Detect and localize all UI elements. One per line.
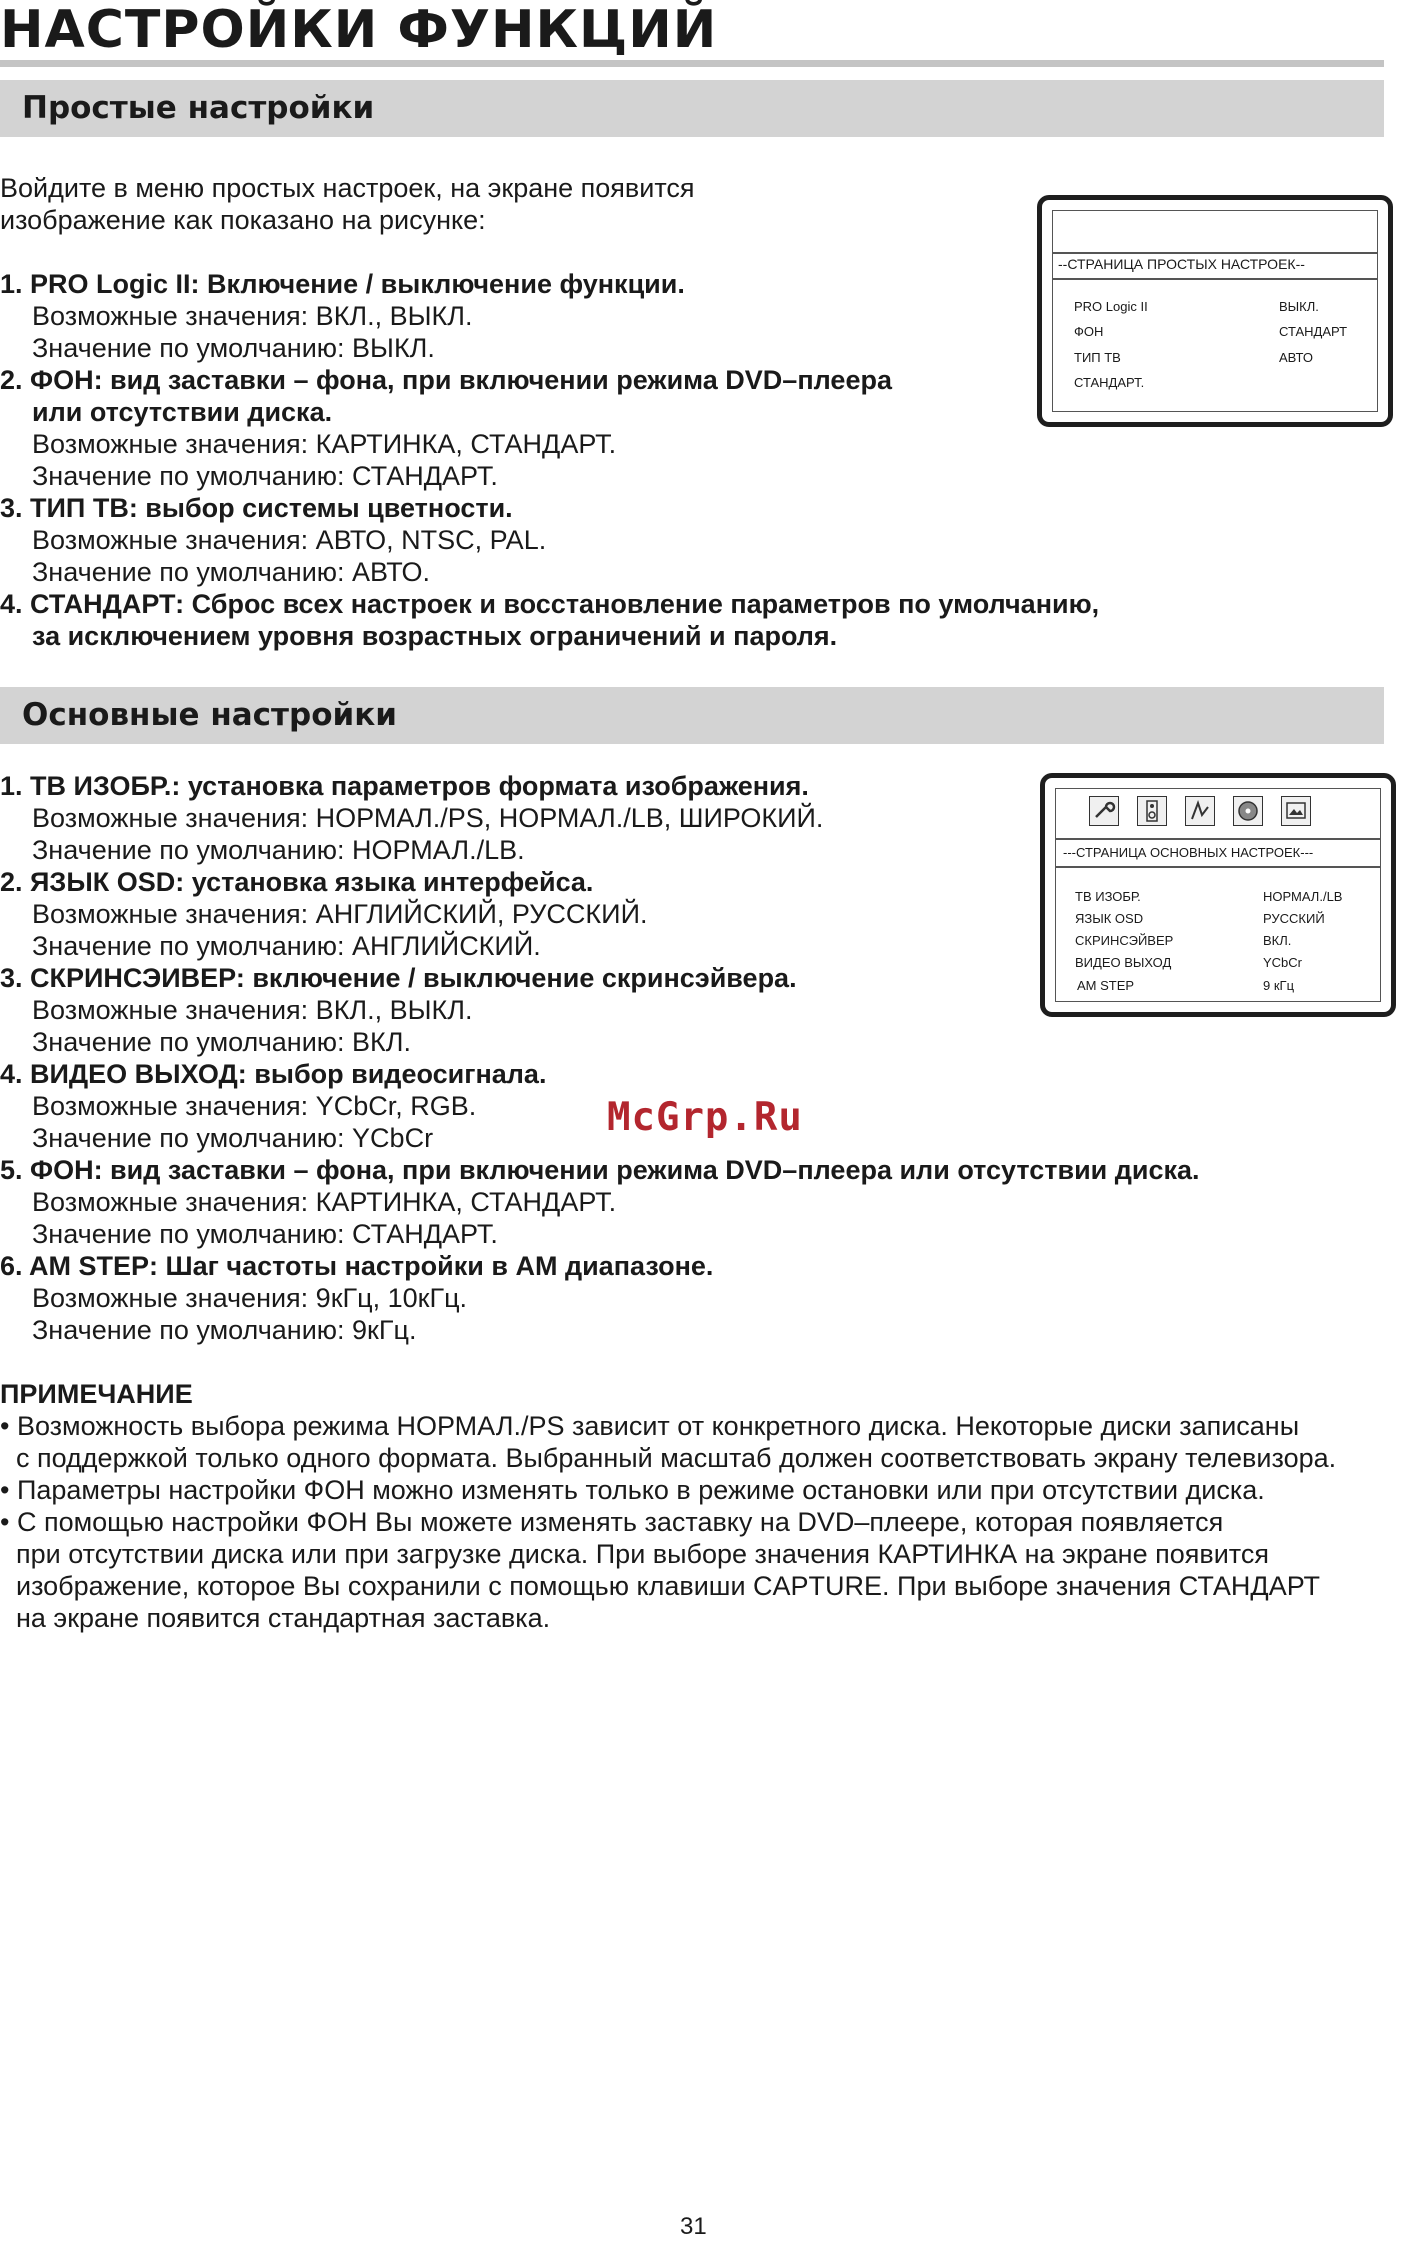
- screen-row-value: РУССКИЙ: [1263, 911, 1325, 926]
- screen-row-label: ТИП ТВ: [1074, 350, 1121, 365]
- disc-icon: [1233, 796, 1263, 826]
- basic-item-line: Значение по умолчанию: НОРМАЛ./LB.: [32, 835, 525, 865]
- simple-item-line: Значение по умолчанию: СТАНДАРТ.: [32, 461, 498, 491]
- page-number: 31: [680, 2213, 707, 2240]
- intro-line: изображение как показано на рисунке:: [0, 205, 486, 235]
- note-bullet-cont: изображение, которое Вы сохранили с помощью клавиши CAPTURE. При выборе значения СТАНДАРТ: [16, 1571, 1321, 1601]
- speaker-icon: [1137, 796, 1167, 826]
- screen-row-label: СТАНДАРТ.: [1074, 375, 1145, 390]
- screen-row-label: ЯЗЫК OSD: [1075, 911, 1144, 926]
- screen-row-label: PRO Logic II: [1074, 299, 1148, 314]
- basic-item-heading: 3. СКРИНСЭИВЕР: включение / выключение скринсэйвера.: [0, 963, 797, 993]
- screen-row-value: СТАНДАРТ: [1279, 324, 1348, 339]
- simple-item-heading: 1. PRO Logic II: Включение / выключение функции.: [0, 269, 685, 299]
- basic-item-line: Возможные значения: 9кГц, 10кГц.: [32, 1283, 468, 1313]
- screen-row-label: ФОН: [1074, 324, 1104, 339]
- simple-item-line: Возможные значения: ВКЛ., ВЫКЛ.: [32, 301, 473, 331]
- screen-row-label: ТВ ИЗОБР.: [1075, 889, 1141, 904]
- basic-item-line: Возможные значения: АНГЛИЙСКИЙ, РУССКИЙ.: [32, 899, 648, 929]
- screen-divider: [1052, 278, 1378, 280]
- section-basic-settings: [0, 687, 1384, 744]
- section-simple-settings: [0, 80, 1384, 137]
- page-title: НАСТРОЙКИ ФУНКЦИЙ: [0, 0, 718, 60]
- title-divider: [0, 60, 1384, 67]
- screen-row-value: НОРМАЛ./LB: [1263, 889, 1343, 904]
- simple-item-line: Значение по умолчанию: ВЫКЛ.: [32, 333, 435, 363]
- screen-row-label: ВИДЕО ВЫХОД: [1075, 955, 1172, 970]
- screen-divider: [1052, 252, 1378, 254]
- watermark: McGrp.Ru: [607, 1095, 803, 1140]
- basic-item-line: Значение по умолчанию: АНГЛИЙСКИЙ.: [32, 931, 541, 961]
- screen-row-value: YCbCr: [1263, 955, 1303, 970]
- screen-divider: [1055, 866, 1381, 868]
- note-bullet: • С помощью настройки ФОН Вы можете изменять заставку на DVD–плеере, которая появляется: [0, 1507, 1224, 1537]
- basic-item-heading: 2. ЯЗЫК OSD: установка языка интерфейса.: [0, 867, 594, 897]
- screen-row-value: ВЫКЛ.: [1279, 299, 1319, 314]
- note-block: [0, 1378, 1336, 1634]
- picture-icon: [1281, 796, 1311, 826]
- note-bullet-cont: на экране появится стандартная заставка.: [16, 1603, 551, 1633]
- basic-settings-text: [0, 770, 1200, 1346]
- simple-settings-text: [0, 172, 1099, 652]
- settings-wrench-icon: [1089, 796, 1119, 826]
- note-bullet: • Параметры настройки ФОН можно изменять только в режиме остановки или при отсутствии диска.: [0, 1475, 1265, 1505]
- basic-item-heading: 4. ВИДЕО ВЫХОД: выбор видеосигнала.: [0, 1059, 547, 1089]
- basic-item-heading: 1. ТВ ИЗОБР.: установка параметров формата изображения.: [0, 771, 809, 801]
- screen-row-label: СКРИНСЭЙВЕР: [1075, 933, 1174, 948]
- simple-item-heading-cont: или отсутствии диска.: [32, 397, 333, 427]
- basic-item-line: Возможные значения: НОРМАЛ./PS, НОРМАЛ./LB, ШИРОКИЙ.: [32, 803, 824, 833]
- screen-row-value: 9 кГц: [1263, 978, 1295, 993]
- section-basic-heading: Основные настройки: [22, 697, 397, 733]
- basic-item-line: Значение по умолчанию: ВКЛ.: [32, 1027, 412, 1057]
- basic-item-line: Значение по умолчанию: YCbCr: [32, 1123, 434, 1153]
- dolby-icon: [1185, 796, 1215, 826]
- simple-item-line: Возможные значения: КАРТИНКА, СТАНДАРТ.: [32, 429, 617, 459]
- note-bullet: • Возможность выбора режима НОРМАЛ./PS зависит от конкретного диска. Некоторые диски записаны: [0, 1411, 1300, 1441]
- basic-item-line: Возможные значения: ВКЛ., ВЫКЛ.: [32, 995, 473, 1025]
- note-bullet-cont: при отсутствии диска или при загрузке диска. При выборе значения КАРТИНКА на экране появится: [16, 1539, 1269, 1569]
- simple-item-heading-cont: за исключением уровня возрастных ограничений и пароля.: [32, 621, 838, 651]
- simple-item-line: Значение по умолчанию: АВТО.: [32, 557, 431, 587]
- intro-line: Войдите в меню простых настроек, на экране появится: [0, 173, 695, 203]
- simple-settings-screen: [1037, 195, 1393, 427]
- screen-row-value: ВКЛ.: [1263, 933, 1292, 948]
- basic-item-line: Возможные значения: КАРТИНКА, СТАНДАРТ.: [32, 1187, 617, 1217]
- section-simple-heading: Простые настройки: [22, 90, 375, 126]
- screen-row-label: AM STEP: [1077, 978, 1135, 993]
- basic-item-heading: 5. ФОН: вид заставки – фона, при включении режима DVD–плеера или отсутствии диска.: [0, 1155, 1200, 1185]
- spacer: [0, 236, 1099, 268]
- simple-item-heading: 4. СТАНДАРТ: Сброс всех настроек и восстановление параметров по умолчанию,: [0, 589, 1100, 619]
- screen-divider: [1055, 838, 1381, 840]
- simple-item-line: Возможные значения: АВТО, NTSC, PAL.: [32, 525, 547, 555]
- basic-settings-screen: [1040, 773, 1396, 1017]
- basic-item-line: Значение по умолчанию: СТАНДАРТ.: [32, 1219, 498, 1249]
- simple-item-heading: 3. ТИП ТВ: выбор системы цветности.: [0, 493, 513, 523]
- basic-item-heading: 6. AM STEP: Шаг частоты настройки в АМ диапазоне.: [0, 1251, 714, 1281]
- note-heading: ПРИМЕЧАНИЕ: [0, 1379, 193, 1409]
- screen-header: --СТРАНИЦА ПРОСТЫХ НАСТРОЕК--: [1058, 256, 1305, 272]
- basic-item-line: Возможные значения: YCbCr, RGB.: [32, 1091, 477, 1121]
- simple-item-heading: 2. ФОН: вид заставки – фона, при включении режима DVD–плеера: [0, 365, 892, 395]
- note-bullet-cont: с поддержкой только одного формата. Выбранный масштаб должен соответствовать экрану телевизора.: [16, 1443, 1337, 1473]
- screen-row-value: АВТО: [1279, 350, 1313, 365]
- basic-item-line: Значение по умолчанию: 9кГц.: [32, 1315, 417, 1345]
- screen-header: ---СТРАНИЦА ОСНОВНЫХ НАСТРОЕК---: [1063, 845, 1314, 860]
